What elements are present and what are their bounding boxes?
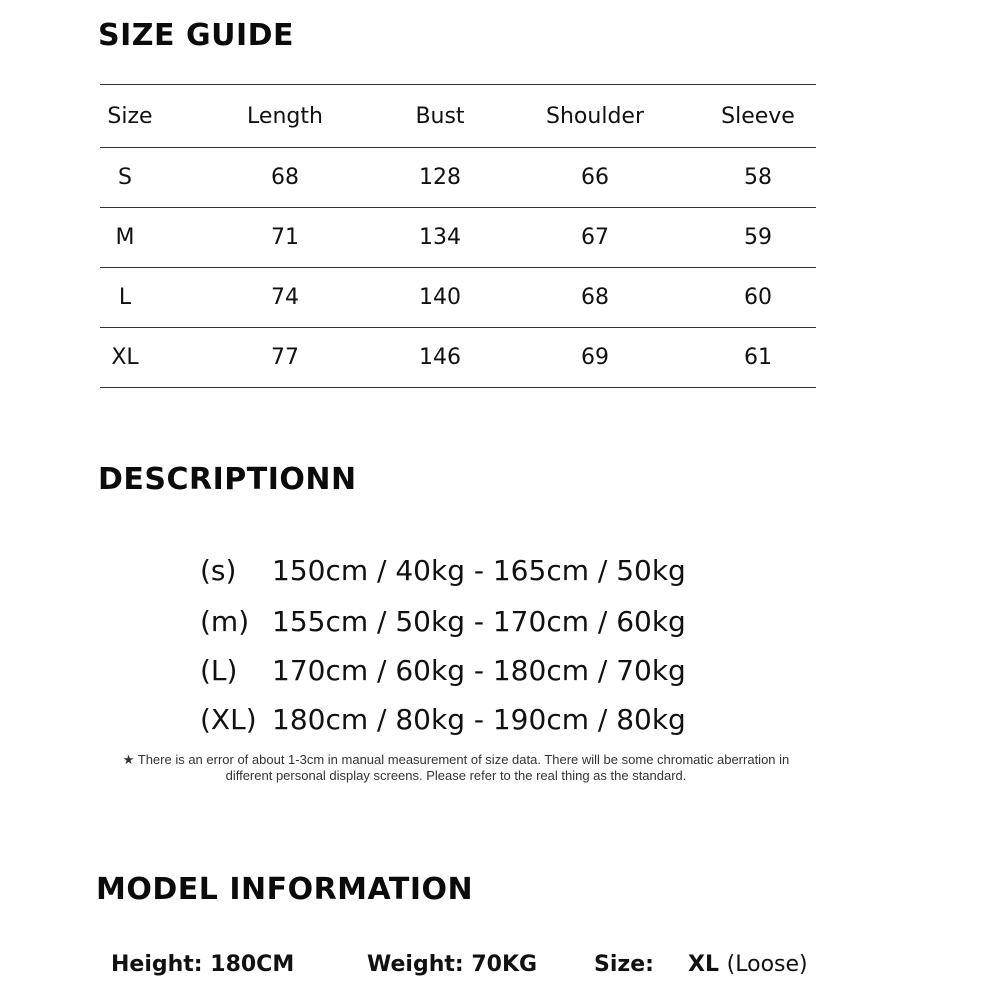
shoulder-cell: 67	[581, 225, 609, 250]
table-row	[100, 208, 816, 268]
size-table	[100, 84, 816, 388]
table-row	[100, 268, 816, 328]
header-length: Length	[247, 103, 323, 129]
header-size: Size	[107, 103, 153, 129]
length-cell: 71	[271, 225, 299, 250]
description-line	[200, 605, 686, 638]
note-line-1: ★ There is an error of about 1-3cm in manual measurement of size data. There will be some chromatic aberration in	[122, 752, 790, 767]
shoulder-cell: 69	[581, 345, 609, 370]
header-bust: Bust	[415, 103, 465, 129]
model-height: Height: 180CM	[111, 952, 295, 977]
bust-cell: 146	[419, 345, 461, 370]
description-range: 155cm / 50kg - 170cm / 60kg	[272, 605, 686, 638]
size-table-header	[100, 84, 816, 148]
length-cell: 77	[271, 345, 299, 370]
model-size-value	[688, 952, 808, 977]
sleeve-cell: 58	[744, 165, 772, 190]
measurement-note	[100, 752, 812, 784]
header-shoulder: Shoulder	[546, 103, 644, 129]
length-cell: 68	[271, 165, 299, 190]
size-cell: M	[115, 225, 135, 250]
shoulder-cell: 68	[581, 285, 609, 310]
table-row	[100, 148, 816, 208]
size-cell: L	[118, 285, 132, 310]
description-line	[200, 654, 686, 687]
description-size-label: (L)	[200, 654, 238, 687]
bust-cell: 134	[419, 225, 461, 250]
table-row	[100, 328, 816, 388]
note-line-2: different personal display screens. Please refer to the real thing as the standard.	[225, 768, 687, 783]
description-size-label: (s)	[200, 554, 237, 587]
description-line	[200, 703, 686, 736]
bust-cell: 128	[419, 165, 461, 190]
description-title: DESCRIPTIONN	[98, 462, 357, 497]
description-size-label: (m)	[200, 605, 250, 638]
header-sleeve: Sleeve	[721, 103, 795, 129]
model-size-code: XL	[688, 952, 719, 977]
description-range: 150cm / 40kg - 165cm / 50kg	[272, 554, 686, 587]
description-line	[200, 554, 686, 587]
length-cell: 74	[271, 285, 299, 310]
size-cell: XL	[111, 345, 139, 370]
sleeve-cell: 61	[744, 345, 772, 370]
bust-cell: 140	[419, 285, 461, 310]
description-size-label: (XL)	[200, 703, 257, 736]
shoulder-cell: 66	[581, 165, 609, 190]
sleeve-cell: 59	[744, 225, 772, 250]
size-guide-title: SIZE GUIDE	[98, 18, 295, 53]
description-range: 170cm / 60kg - 180cm / 70kg	[272, 654, 686, 687]
model-information-title: MODEL INFORMATION	[96, 872, 474, 907]
sleeve-cell: 60	[744, 285, 772, 310]
model-size-fit: (Loose)	[726, 952, 808, 977]
description-range: 180cm / 80kg - 190cm / 80kg	[272, 703, 686, 736]
model-size-label: Size:	[594, 952, 654, 977]
size-cell: S	[118, 165, 132, 190]
model-weight: Weight: 70KG	[367, 952, 538, 977]
